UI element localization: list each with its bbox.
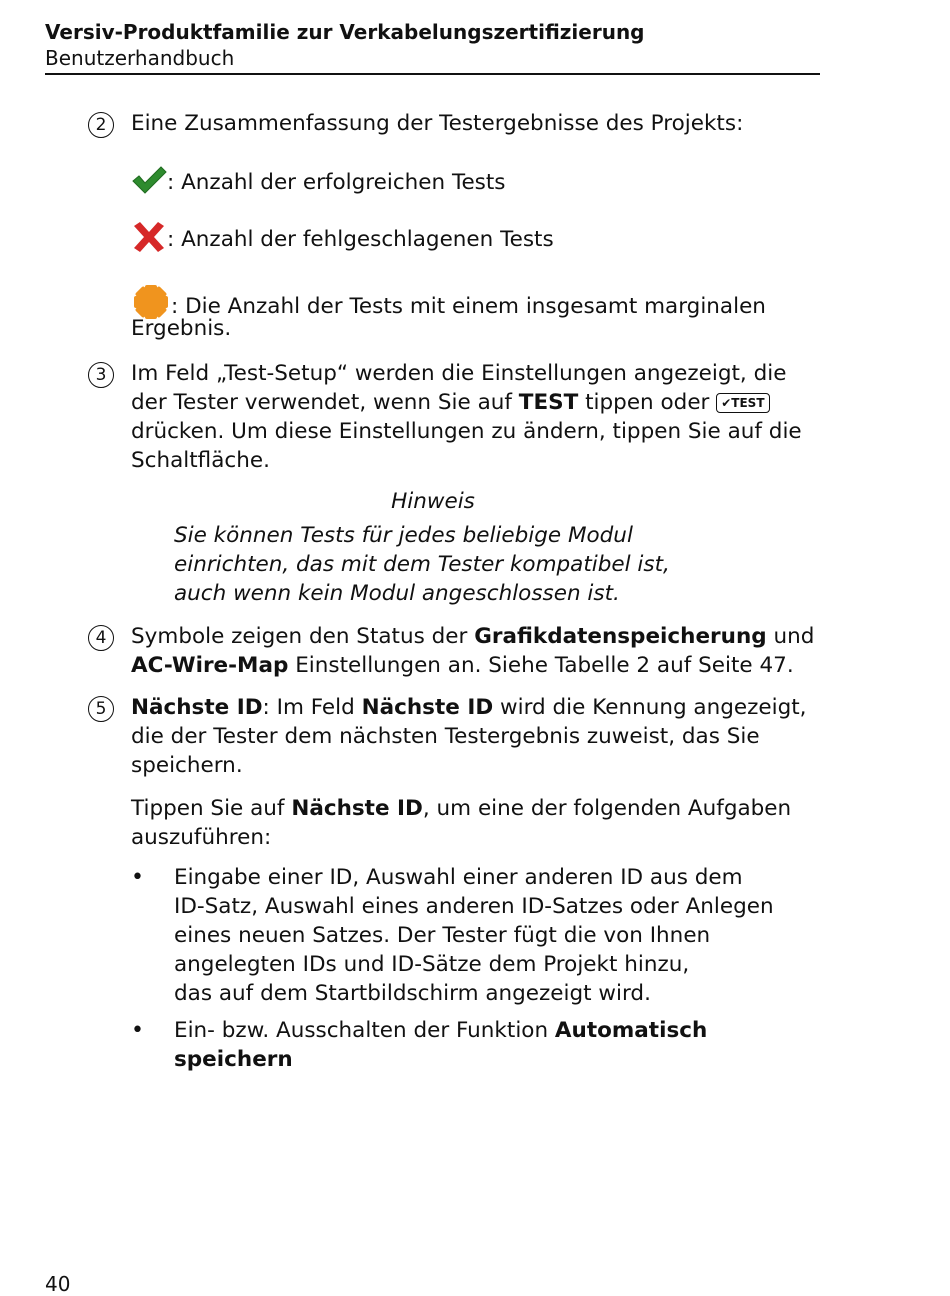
item4-line1: Symbole zeigen den Status der Grafikdatenspeicherung und (131, 624, 815, 649)
test-button-ref: TEST (518, 390, 579, 415)
callout-number-2: 2 (88, 112, 114, 138)
running-header-title: Versiv-Produktfamilie zur Verkabelungszertifizierung (45, 20, 645, 44)
bullet2-line2: speichern (174, 1047, 293, 1072)
bullet1-line1: Eingabe einer ID, Auswahl einer anderen ID aus dem (174, 865, 743, 890)
note-line2: einrichten, das mit dem Tester kompatibel ist, (174, 552, 670, 577)
pass-count-row (131, 165, 506, 197)
note-heading: Hinweis (391, 489, 475, 514)
note-line1: Sie können Tests für jedes beliebige Modul (174, 523, 633, 548)
header-rule (45, 73, 820, 75)
marginal-count-label: : Die Anzahl der Tests mit einem insgesamt marginalen (171, 294, 766, 319)
item5-line2: die der Tester dem nächsten Testergebnis zuweist, das Sie (131, 724, 760, 749)
item3-line4: Schaltfläche. (131, 448, 270, 473)
page-number: 40 (45, 1272, 71, 1296)
item3-line2: der Tester verwendet, wenn Sie auf TEST tippen oder ✔TEST (131, 388, 831, 417)
fail-x-icon (131, 222, 167, 252)
item5-para2-line1: Tippen Sie auf Nächste ID, um eine der folgenden Aufgaben (131, 796, 792, 821)
pass-count-label: : Anzahl der erfolgreichen Tests (167, 170, 506, 195)
fail-count-row (131, 222, 554, 254)
bullet1-line3: eines neuen Satzes. Der Tester fügt die von Ihnen (174, 923, 711, 948)
item5-para2-line2: auszuführen: (131, 825, 272, 850)
item4-line2: AC-Wire-Map Einstellungen an. Siehe Tabelle 2 auf Seite 47. (131, 653, 794, 678)
item3-line3: drücken. Um diese Einstellungen zu ändern, tippen Sie auf die (131, 419, 802, 444)
test-key-icon: ✔TEST (716, 393, 769, 413)
callout-number-4: 4 (88, 625, 114, 651)
item5-line1: Nächste ID: Im Feld Nächste ID wird die Kennung angezeigt, (131, 695, 807, 720)
bullet1-line2: ID-Satz, Auswahl eines anderen ID-Satzes oder Anlegen (174, 894, 774, 919)
bullet1-line4: angelegten IDs und ID-Sätze dem Projekt hinzu, (174, 952, 690, 977)
bullet-marker-1: • (131, 865, 144, 890)
marginal-count-label-cont: Ergebnis. (131, 316, 232, 341)
running-header-subtitle: Benutzerhandbuch (45, 46, 235, 70)
bullet-marker-2: • (131, 1018, 144, 1043)
bullet1-line5: das auf dem Startbildschirm angezeigt wird. (174, 981, 651, 1006)
item2-text: Eine Zusammenfassung der Testergebnisse des Projekts: (131, 111, 744, 136)
pass-check-icon (131, 165, 167, 195)
fail-count-label: : Anzahl der fehlgeschlagenen Tests (167, 227, 554, 252)
note-line3: auch wenn kein Modul angeschlossen ist. (174, 581, 620, 606)
callout-number-3: 3 (88, 362, 114, 388)
item3-line1: Im Feld „Test-Setup“ werden die Einstellungen angezeigt, die (131, 361, 787, 386)
bullet2-line1: Ein- bzw. Ausschalten der Funktion Automatisch (174, 1018, 708, 1043)
callout-number-5: 5 (88, 696, 114, 722)
item5-line3: speichern. (131, 753, 243, 778)
